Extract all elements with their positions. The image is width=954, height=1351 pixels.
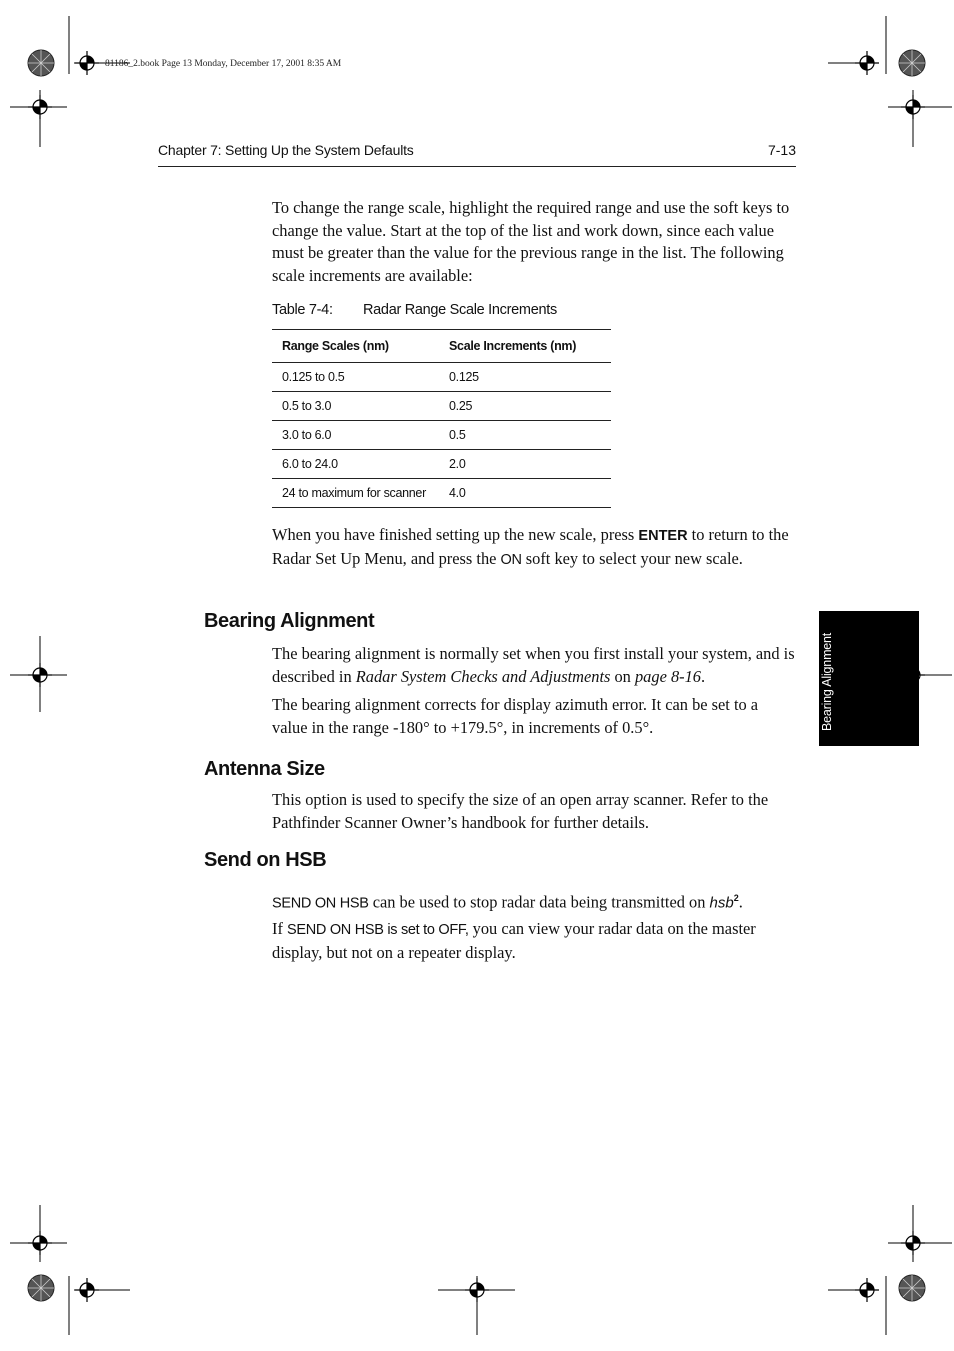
- on-key: ON: [500, 551, 522, 568]
- after-table-paragraph: [272, 524, 796, 571]
- table-label: Table 7-4:: [272, 302, 333, 318]
- text-run: on: [610, 666, 635, 686]
- table-row: [272, 421, 611, 450]
- table-cell: 6.0 to 24.0: [272, 450, 439, 479]
- chapter-title: Chapter 7: Setting Up the System Defaults: [158, 142, 414, 158]
- table-cell: 24 to maximum for scanner: [272, 479, 439, 508]
- bearing-paragraph-2: The bearing alignment corrects for display azimuth error. It can be set to a value in the range -180° to +179.5°, in increments of 0.5°.: [272, 695, 759, 737]
- text-run: When you have finished setting up the new scale, press: [272, 525, 639, 544]
- table-header: Scale Increments (nm): [439, 330, 611, 363]
- text-run: you can view your radar data on the master display, but not on a repeater display.: [272, 919, 756, 962]
- table-row: [272, 450, 611, 479]
- text-run: soft key to select your new scale.: [521, 548, 743, 568]
- page-number: 7-13: [767, 142, 796, 158]
- table-row: [272, 363, 611, 392]
- page-reference[interactable]: page 8-16: [634, 666, 701, 686]
- antenna-paragraph: This option is used to specify the size of an open array scanner. Refer to the Pathfinder Scanner Owner’s handbook for further details.: [272, 790, 769, 832]
- print-header: 81186_2.book Page 13 Monday, December 17, 2001 8:35 AM: [105, 59, 342, 69]
- intro-paragraph: To change the range scale, highlight the required range and use the soft keys to change the value. Start at the top of the list and work down, since each value must be greater than the value for the previous range in the list. The following scale increments are available:: [272, 198, 790, 285]
- range-scale-table: [272, 329, 611, 508]
- send-hsb-paragraph-1: [272, 887, 796, 915]
- table-cell: 0.5: [439, 421, 611, 450]
- table-caption: [272, 302, 557, 318]
- enter-key: ENTER: [638, 528, 688, 544]
- side-tab: [819, 611, 919, 746]
- table-cell: 0.125 to 0.5: [272, 363, 439, 392]
- side-tab-label: Bearing Alignment: [820, 632, 834, 731]
- table-cell: 4.0: [439, 479, 611, 508]
- table-cell: 0.5 to 3.0: [272, 392, 439, 421]
- text-run: .: [701, 666, 706, 686]
- send-on-hsb-off-setting: SEND ON HSB is set to OFF,: [287, 922, 469, 938]
- table-cell: 0.25: [439, 392, 611, 421]
- table-cell: 2.0: [439, 450, 611, 479]
- text-run: can be used to stop radar data being transmitted on: [368, 892, 710, 912]
- table-row: [272, 479, 611, 508]
- send-hsb-paragraph-2: [272, 918, 796, 964]
- table-cell: 3.0 to 6.0: [272, 421, 439, 450]
- bearing-alignment-heading: Bearing Alignment: [204, 610, 375, 632]
- cross-reference[interactable]: Radar System Checks and Adjustments: [355, 666, 611, 686]
- text-run: .: [738, 892, 743, 912]
- table-title: Radar Range Scale Increments: [363, 302, 557, 318]
- table-cell: 0.125: [439, 363, 611, 392]
- table-header-row: [272, 330, 611, 363]
- text-run: to return to the Radar Set Up Menu, and press the: [272, 525, 789, 568]
- table-header: Range Scales (nm): [272, 330, 439, 363]
- send-on-hsb-heading: Send on HSB: [204, 849, 327, 871]
- bearing-paragraph-1: [272, 643, 796, 688]
- hsb-term: hsb: [709, 894, 734, 912]
- table-row: [272, 392, 611, 421]
- text-run: If: [272, 919, 288, 938]
- antenna-size-heading: Antenna Size: [204, 758, 325, 780]
- hsb-superscript: 2: [733, 893, 739, 903]
- text-run: The bearing alignment is normally set when you first install your system, and is described in: [272, 644, 795, 686]
- running-head: [158, 142, 796, 167]
- send-on-hsb-key: SEND ON HSB: [272, 895, 369, 912]
